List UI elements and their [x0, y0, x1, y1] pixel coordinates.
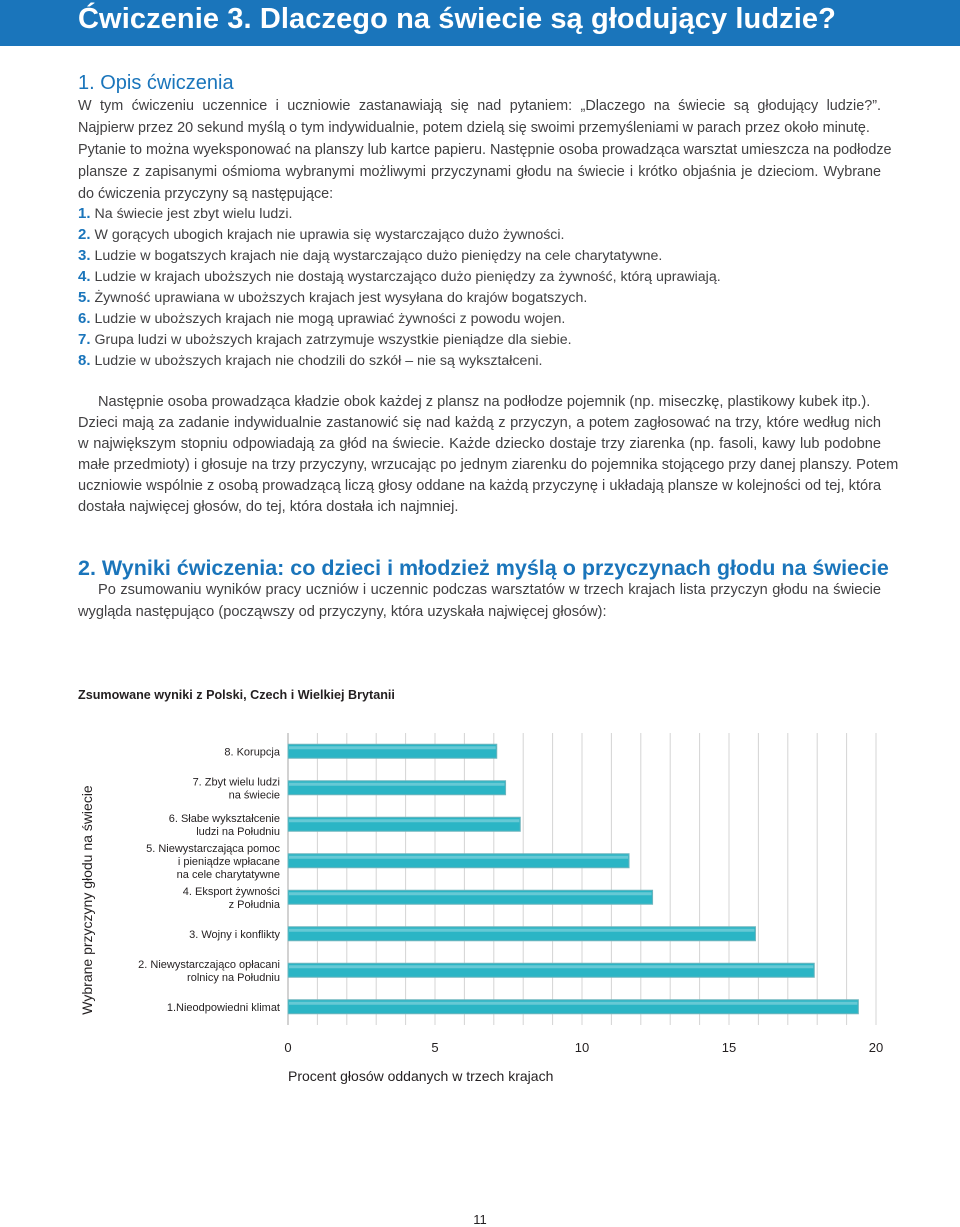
- paragraph-line: małe przedmioty) i głosuje na trzy przyczyny, wrzucając po jednym ziarenku do pojemnika stojącego przy danej planszy. Potem: [78, 457, 899, 473]
- x-tick-label: 20: [868, 1040, 884, 1055]
- y-axis-label: Wybrane przyczyny głodu na świecie: [79, 785, 95, 1015]
- category-label: 1.Nieodpowiedni klimat: [166, 1001, 280, 1014]
- reason-text: Ludzie w krajach uboższych nie dostają wystarczająco dużo pieniędzy za żywność, którą uprawiają.: [94, 269, 721, 285]
- bar-chart: [60, 725, 900, 1085]
- bar: [288, 890, 653, 904]
- chart-category-labels: [138, 746, 281, 1014]
- bar: [288, 927, 755, 941]
- reason-number: 1.: [78, 205, 91, 222]
- bar: [288, 744, 497, 758]
- intro-line: Najpierw przez 20 sekund myślą o tym indywidualnie, potem dzielą się swoimi przemyśleniami w parach przez około minutę.: [78, 120, 870, 136]
- bar: [288, 1000, 858, 1014]
- paragraph-line: Po zsumowaniu wyników pracy uczniów i uczennic podczas warsztatów w trzech krajach lista przyczyn głodu na świecie: [98, 582, 881, 598]
- page-title: Ćwiczenie 3. Dlaczego na świecie są głodujący ludzie?: [78, 3, 836, 35]
- category-label: 5. Niewystarczająca pomoc i pieniądze wpłacane na cele charytatywne: [146, 842, 280, 881]
- chart-title: Zsumowane wyniki z Polski, Czech i Wielkiej Brytanii: [78, 688, 395, 702]
- paragraph-line: wygląda następująco (począwszy od przyczyny, która uzyskała najwięcej głosów):: [78, 604, 607, 620]
- reason-number: 5.: [78, 289, 91, 306]
- chart-x-ticks: [284, 1040, 883, 1055]
- paragraph-line: Następnie osoba prowadząca kładzie obok każdej z plansz na podłodze pojemnik (np. miseczkę, plastikowy kubek itp.).: [98, 394, 871, 410]
- paragraph-line: uczniowie wspólnie z osobą prowadzącą liczą głosy oddane na każdą przyczynę i układają plansze w kolejności od tej, która: [78, 478, 882, 494]
- reason-number: 4.: [78, 268, 91, 285]
- paragraph-line: dostała najwięcej głosów, do tej, która dostała ich najmniej.: [78, 499, 459, 515]
- x-tick-label: 10: [574, 1040, 590, 1055]
- paragraph-line: w największym stopniu odpowiadają za głód na świecie. Każde dziecko dostaje trzy ziarenka (np. fasoli, kawy lub podobne: [78, 436, 881, 452]
- reason-number: 6.: [78, 310, 91, 327]
- list-item: [78, 226, 565, 243]
- intro-line: Pytanie to można wyeksponować na planszy lub kartce papieru. Następnie osoba prowadząca warsztat umieszcza na podłodze: [78, 142, 892, 158]
- bar: [288, 963, 814, 977]
- list-item: [78, 331, 572, 348]
- bar: [288, 817, 520, 831]
- bar: [288, 854, 629, 868]
- intro-line: do ćwiczenia przyczyny są następujące:: [78, 186, 334, 202]
- list-item: [78, 289, 587, 306]
- reason-number: 2.: [78, 226, 91, 243]
- reason-text: Ludzie w uboższych krajach nie chodzili do szkół – nie są wykształceni.: [94, 353, 543, 369]
- section2-heading: 2. Wyniki ćwiczenia: co dzieci i młodzież myślą o przyczynach głodu na świecie: [78, 556, 889, 580]
- reason-text: Żywność uprawiana w uboższych krajach jest wysyłana do krajów bogatszych.: [94, 290, 588, 306]
- page-number: 11: [473, 1212, 487, 1227]
- title-bar: [0, 0, 960, 46]
- x-axis-label: Procent głosów oddanych w trzech krajach: [288, 1068, 554, 1084]
- category-label: 8. Korupcja: [224, 746, 280, 759]
- reason-number: 3.: [78, 247, 91, 264]
- category-label: 7. Zbyt wielu ludzi na świecie: [192, 776, 280, 802]
- category-label: 6. Słabe wykształcenie ludzi na Południu: [168, 812, 280, 838]
- bar: [288, 781, 506, 795]
- category-label: 2. Niewystarczająco opłacani rolnicy na Południu: [138, 958, 280, 984]
- category-label: 4. Eksport żywności z Południa: [182, 885, 280, 911]
- reason-text: Grupa ludzi w uboższych krajach zatrzymuje wszystkie pieniądze dla siebie.: [94, 332, 572, 348]
- reason-number: 8.: [78, 352, 91, 369]
- category-label: 3. Wojny i konflikty: [189, 928, 280, 941]
- chart-grid: [288, 733, 876, 1025]
- list-item: [78, 247, 662, 264]
- list-item: [78, 310, 565, 327]
- reason-text: W gorących ubogich krajach nie uprawia się wystarczająco dużo żywności.: [94, 227, 565, 243]
- section1-heading: 1. Opis ćwiczenia: [78, 72, 234, 94]
- reason-number: 7.: [78, 331, 91, 348]
- reason-text: Ludzie w uboższych krajach nie mogą uprawiać żywności z powodu wojen.: [94, 311, 566, 327]
- reason-text: Na świecie jest zbyt wielu ludzi.: [94, 206, 293, 222]
- intro-line: W tym ćwiczeniu uczennice i uczniowie zastanawiają się nad pytaniem: „Dlaczego na świecie są głodujący ludzie?”.: [78, 98, 881, 114]
- chart-bars: [288, 744, 858, 1014]
- list-item: [78, 268, 721, 285]
- list-item: [78, 352, 542, 369]
- x-tick-label: 5: [431, 1040, 439, 1055]
- intro-line: plansze z zapisanymi ośmioma wybranymi możliwymi przyczynami głodu na świecie i krótko objaśnia je dzieciom. Wybrane: [78, 164, 881, 180]
- paragraph-line: Dzieci mają za zadanie indywidualnie zastanowić się nad każdą z przyczyn, a potem zagłosować na trzy, które według nich: [78, 415, 881, 431]
- x-tick-label: 0: [284, 1040, 292, 1055]
- reason-text: Ludzie w bogatszych krajach nie dają wystarczająco dużo pieniędzy na cele charytatywne.: [94, 248, 663, 264]
- x-tick-label: 15: [721, 1040, 737, 1055]
- list-item: [78, 205, 292, 222]
